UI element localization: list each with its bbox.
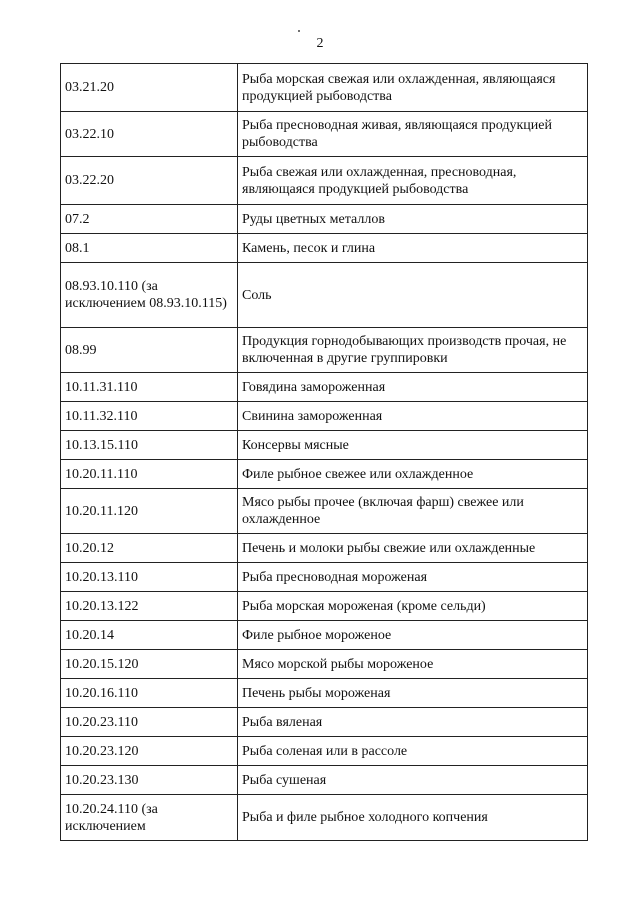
table-row [61, 489, 588, 534]
table-row [61, 328, 588, 373]
name-cell: Рыба морская свежая или охлажденная, являющаяся продукцией рыбоводства [238, 64, 588, 112]
table-row [61, 373, 588, 402]
code-cell: 10.20.11.120 [61, 489, 238, 534]
table-row [61, 592, 588, 621]
code-cell: 10.20.12 [61, 534, 238, 563]
name-cell: Рыба морская мороженая (кроме сельди) [238, 592, 588, 621]
code-cell: 10.20.14 [61, 621, 238, 650]
table-row [61, 157, 588, 205]
table-row [61, 64, 588, 112]
name-cell: Мясо морской рыбы мороженое [238, 650, 588, 679]
name-cell: Филе рыбное мороженое [238, 621, 588, 650]
code-cell: 07.2 [61, 205, 238, 234]
name-cell: Соль [238, 263, 588, 328]
table-row [61, 650, 588, 679]
code-cell: 10.20.16.110 [61, 679, 238, 708]
name-cell: Печень рыбы мороженая [238, 679, 588, 708]
code-cell: 08.99 [61, 328, 238, 373]
scan-speck [298, 30, 300, 32]
table-row [61, 563, 588, 592]
table-row [61, 263, 588, 328]
code-cell: 10.20.13.110 [61, 563, 238, 592]
code-cell: 10.13.15.110 [61, 431, 238, 460]
name-cell: Печень и молоки рыбы свежие или охлажденные [238, 534, 588, 563]
name-cell: Камень, песок и глина [238, 234, 588, 263]
table-row [61, 112, 588, 157]
code-cell: 10.20.15.120 [61, 650, 238, 679]
name-cell: Рыба соленая или в рассоле [238, 737, 588, 766]
code-cell: 10.11.31.110 [61, 373, 238, 402]
code-cell: 03.22.20 [61, 157, 238, 205]
table-row [61, 460, 588, 489]
name-cell: Руды цветных металлов [238, 205, 588, 234]
name-cell: Рыба пресноводная живая, являющаяся продукцией рыбоводства [238, 112, 588, 157]
code-cell: 10.20.23.130 [61, 766, 238, 795]
name-cell: Свинина замороженная [238, 402, 588, 431]
code-cell: 03.22.10 [61, 112, 238, 157]
table-row [61, 621, 588, 650]
name-cell: Рыба сушеная [238, 766, 588, 795]
code-cell: 08.93.10.110 (за исключением 08.93.10.115) [61, 263, 238, 328]
table-row [61, 737, 588, 766]
classification-table [60, 63, 588, 841]
code-cell: 08.1 [61, 234, 238, 263]
name-cell: Филе рыбное свежее или охлажденное [238, 460, 588, 489]
name-cell: Говядина замороженная [238, 373, 588, 402]
name-cell: Рыба свежая или охлажденная, пресноводная, являющаяся продукцией рыбоводства [238, 157, 588, 205]
code-cell: 10.20.11.110 [61, 460, 238, 489]
name-cell: Мясо рыбы прочее (включая фарш) свежее или охлажденное [238, 489, 588, 534]
code-cell: 10.20.23.110 [61, 708, 238, 737]
table-row [61, 795, 588, 841]
name-cell: Консервы мясные [238, 431, 588, 460]
table-row [61, 766, 588, 795]
name-cell: Продукция горнодобывающих производств прочая, не включенная в другие группировки [238, 328, 588, 373]
table-row [61, 679, 588, 708]
code-cell: 10.20.23.120 [61, 737, 238, 766]
name-cell: Рыба и филе рыбное холодного копчения [238, 795, 588, 841]
table-row [61, 708, 588, 737]
table-row [61, 534, 588, 563]
table-row [61, 402, 588, 431]
name-cell: Рыба вяленая [238, 708, 588, 737]
code-cell: 10.20.13.122 [61, 592, 238, 621]
table-row [61, 205, 588, 234]
table-row [61, 431, 588, 460]
code-cell: 10.20.24.110 (за исключением [61, 795, 238, 841]
code-cell: 03.21.20 [61, 64, 238, 112]
code-cell: 10.11.32.110 [61, 402, 238, 431]
table-row [61, 234, 588, 263]
page-number: 2 [316, 36, 324, 51]
name-cell: Рыба пресноводная мороженая [238, 563, 588, 592]
